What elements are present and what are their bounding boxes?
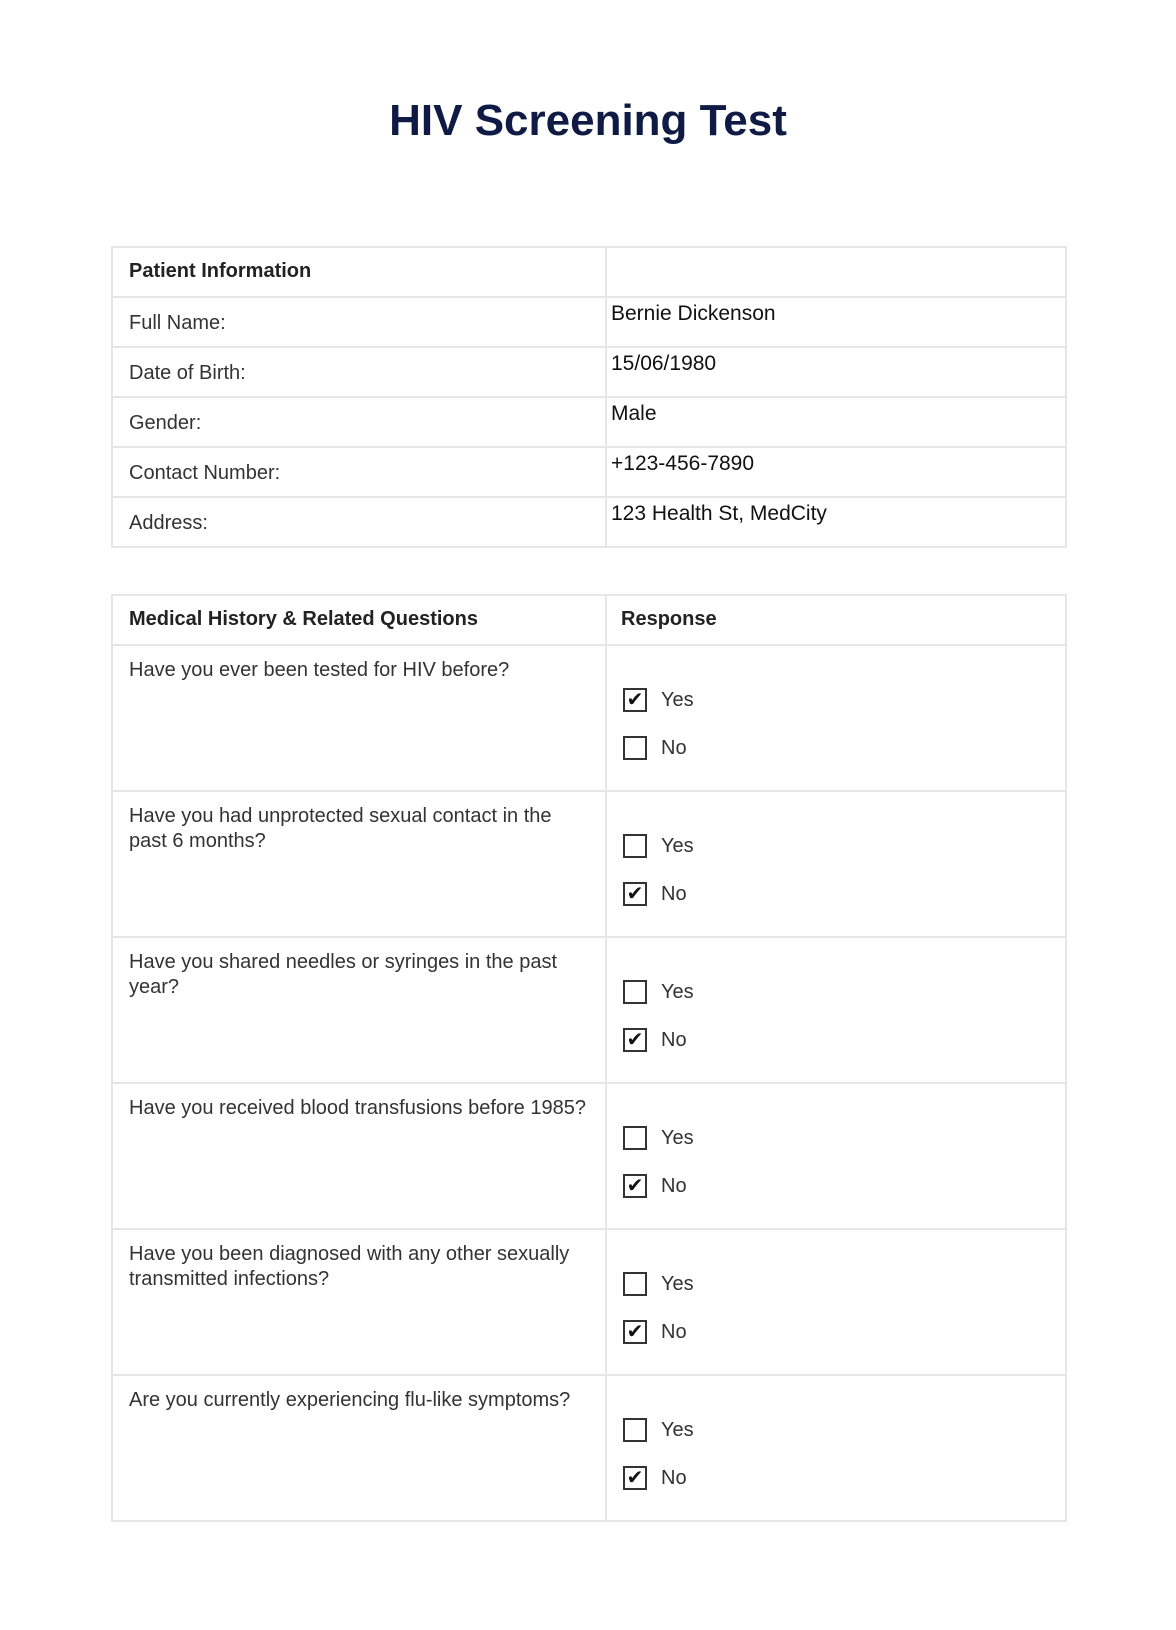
option-label: No xyxy=(661,736,687,759)
patient-information-table xyxy=(111,246,1067,548)
response-column-header: Response xyxy=(606,595,1066,645)
medical-history-table xyxy=(111,594,1067,1522)
option-yes[interactable] xyxy=(623,1114,1049,1162)
patient-info-row xyxy=(112,347,1066,397)
option-label: Yes xyxy=(661,1272,694,1295)
question-row xyxy=(112,937,1066,1083)
checkbox[interactable] xyxy=(623,1466,647,1490)
option-no[interactable] xyxy=(623,724,1049,772)
question-text: Have you had unprotected sexual contact in the past 6 months? xyxy=(112,791,606,937)
option-no[interactable] xyxy=(623,1308,1049,1356)
field-label: Date of Birth: xyxy=(112,347,606,397)
option-yes[interactable] xyxy=(623,968,1049,1016)
checkbox[interactable] xyxy=(623,1272,647,1296)
option-yes[interactable] xyxy=(623,1406,1049,1454)
patient-info-row xyxy=(112,497,1066,547)
checkbox[interactable] xyxy=(623,1320,647,1344)
option-yes[interactable] xyxy=(623,1260,1049,1308)
option-label: No xyxy=(661,1174,687,1197)
checkmark-icon: ✔ xyxy=(626,1175,644,1197)
option-no[interactable] xyxy=(623,870,1049,918)
response-cell xyxy=(606,1229,1066,1375)
checkbox[interactable] xyxy=(623,1028,647,1052)
question-column-header: Medical History & Related Questions xyxy=(112,595,606,645)
checkbox[interactable] xyxy=(623,1174,647,1198)
response-cell xyxy=(606,1083,1066,1229)
patient-info-row xyxy=(112,297,1066,347)
checkmark-icon: ✔ xyxy=(626,689,644,711)
option-yes[interactable] xyxy=(623,822,1049,870)
checkbox[interactable] xyxy=(623,688,647,712)
field-value[interactable]: Male xyxy=(606,397,1066,447)
question-row xyxy=(112,791,1066,937)
option-label: Yes xyxy=(661,834,694,857)
question-text: Have you received blood transfusions before 1985? xyxy=(112,1083,606,1229)
option-label: No xyxy=(661,1466,687,1489)
field-label: Gender: xyxy=(112,397,606,447)
patient-info-row xyxy=(112,447,1066,497)
option-label: Yes xyxy=(661,1126,694,1149)
option-label: Yes xyxy=(661,688,694,711)
option-label: No xyxy=(661,1028,687,1051)
option-label: Yes xyxy=(661,980,694,1003)
response-cell xyxy=(606,791,1066,937)
field-label: Address: xyxy=(112,497,606,547)
page-title: HIV Screening Test xyxy=(389,96,787,145)
question-text: Have you ever been tested for HIV before? xyxy=(112,645,606,791)
field-value[interactable]: 15/06/1980 xyxy=(606,347,1066,397)
response-cell xyxy=(606,1375,1066,1521)
field-value[interactable]: Bernie Dickenson xyxy=(606,297,1066,347)
option-label: No xyxy=(661,1320,687,1343)
checkbox[interactable] xyxy=(623,736,647,760)
option-no[interactable] xyxy=(623,1016,1049,1064)
response-cell xyxy=(606,645,1066,791)
checkmark-icon: ✔ xyxy=(626,883,644,905)
patient-info-row xyxy=(112,397,1066,447)
question-row xyxy=(112,1083,1066,1229)
checkmark-icon: ✔ xyxy=(626,1029,644,1051)
response-cell xyxy=(606,937,1066,1083)
checkmark-icon: ✔ xyxy=(626,1321,644,1343)
field-label: Full Name: xyxy=(112,297,606,347)
checkbox[interactable] xyxy=(623,980,647,1004)
question-row xyxy=(112,645,1066,791)
option-no[interactable] xyxy=(623,1454,1049,1502)
option-yes[interactable] xyxy=(623,676,1049,724)
question-row xyxy=(112,1229,1066,1375)
patient-info-header-empty xyxy=(606,247,1066,297)
field-label: Contact Number: xyxy=(112,447,606,497)
option-label: Yes xyxy=(661,1418,694,1441)
checkbox[interactable] xyxy=(623,1418,647,1442)
field-value[interactable]: +123-456-7890 xyxy=(606,447,1066,497)
checkmark-icon: ✔ xyxy=(626,1467,644,1489)
field-value[interactable]: 123 Health St, MedCity xyxy=(606,497,1066,547)
patient-info-header: Patient Information xyxy=(112,247,606,297)
checkbox[interactable] xyxy=(623,1126,647,1150)
checkbox[interactable] xyxy=(623,834,647,858)
question-text: Have you shared needles or syringes in the past year? xyxy=(112,937,606,1083)
question-row xyxy=(112,1375,1066,1521)
checkbox[interactable] xyxy=(623,882,647,906)
option-no[interactable] xyxy=(623,1162,1049,1210)
question-text: Have you been diagnosed with any other sexually transmitted infections? xyxy=(112,1229,606,1375)
question-text: Are you currently experiencing flu-like symptoms? xyxy=(112,1375,606,1521)
option-label: No xyxy=(661,882,687,905)
